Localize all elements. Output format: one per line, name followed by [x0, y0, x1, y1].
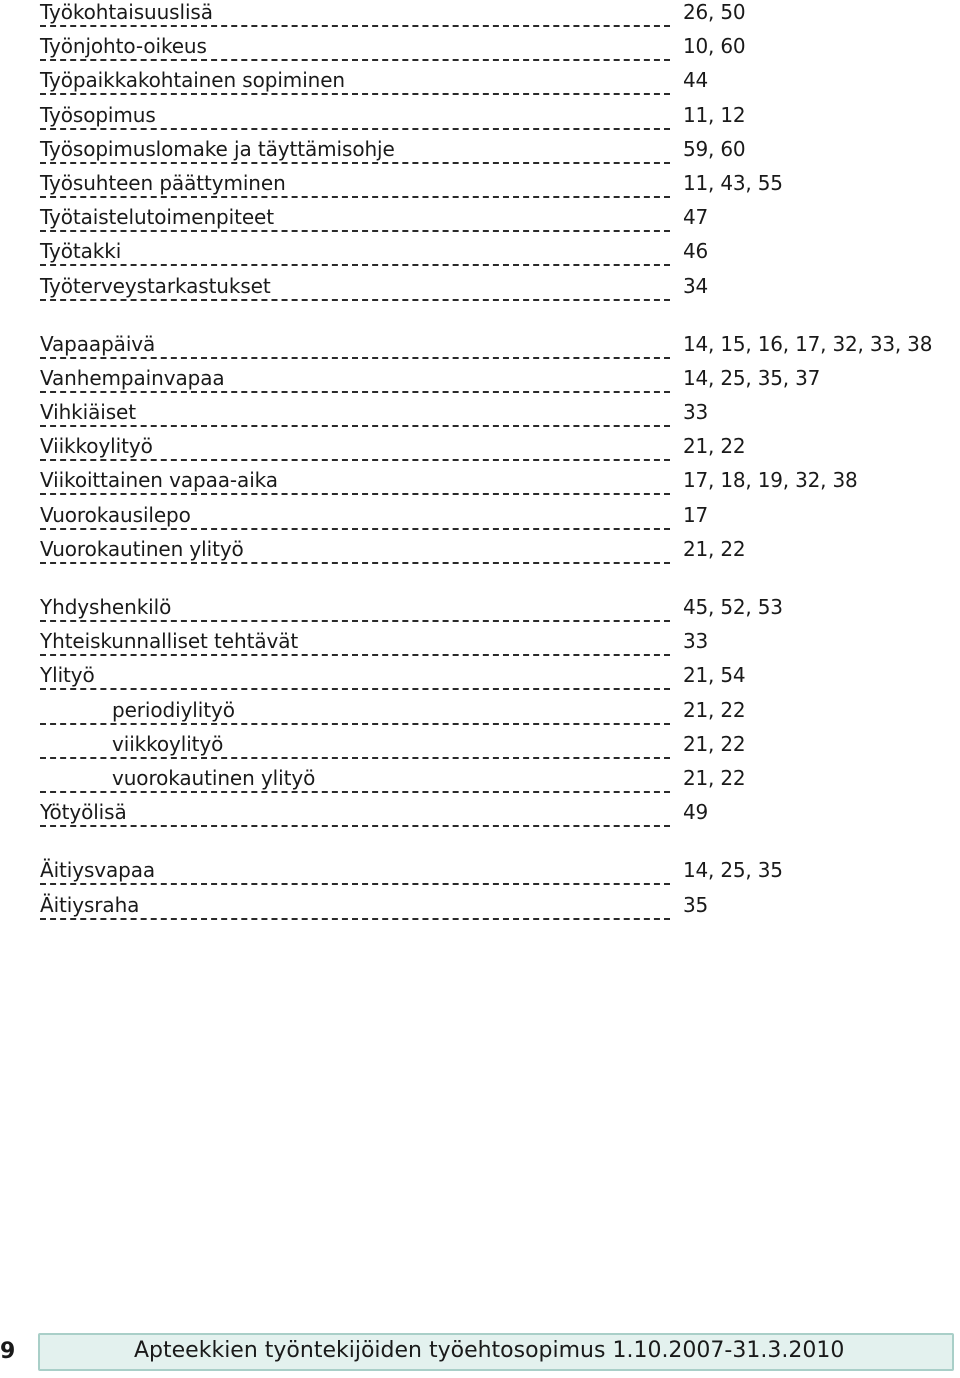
page-footer	[0, 1333, 960, 1373]
index-term: Äitiysvapaa	[40, 858, 156, 883]
index-term: Vapaapäivä	[40, 331, 156, 356]
index-page-numbers: 21, 54	[683, 663, 746, 688]
index-term: Työkohtaisuuslisä	[40, 0, 213, 24]
index-entry	[0, 800, 960, 834]
index-page-numbers: 17, 18, 19, 32, 38	[683, 468, 858, 493]
index-group	[0, 332, 960, 571]
index-page-numbers: 34	[683, 273, 709, 298]
index-page-numbers: 44	[683, 68, 709, 93]
index-term: Työterveystarkastukset	[40, 273, 271, 298]
dotted-leader	[40, 620, 670, 622]
index-term: Työtaistelutoimenpiteet	[40, 205, 274, 230]
index-page-numbers: 21, 22	[683, 434, 746, 459]
index-entry	[0, 537, 960, 571]
index-entry	[0, 858, 960, 892]
dotted-leader	[40, 391, 670, 393]
index-entry	[0, 103, 960, 137]
index-entry	[0, 893, 960, 927]
index-page-numbers: 59, 60	[683, 136, 746, 161]
index-entry	[0, 68, 960, 102]
dotted-leader	[40, 264, 670, 266]
dotted-leader	[40, 128, 670, 130]
dotted-leader	[40, 299, 670, 301]
dotted-leader	[40, 230, 670, 232]
dotted-leader	[40, 528, 670, 530]
index-group	[0, 858, 960, 926]
page-number: 9	[0, 1339, 16, 1364]
index-page-numbers: 49	[683, 800, 709, 825]
index-term: Työnjohto-oikeus	[40, 34, 207, 59]
index-term: Viikoittainen vapaa-aika	[40, 468, 278, 493]
dotted-leader	[40, 162, 670, 164]
dotted-leader	[40, 59, 670, 61]
index-term: Työsopimus	[40, 102, 156, 127]
index-term: Työpaikkakohtainen sopiminen	[40, 68, 346, 93]
dotted-leader	[40, 791, 670, 793]
dotted-leader	[40, 825, 670, 827]
index-page-numbers: 35	[683, 892, 709, 917]
dotted-leader	[40, 757, 670, 759]
index-page-numbers: 14, 25, 35, 37	[683, 365, 821, 390]
index-page-numbers: 45, 52, 53	[683, 595, 783, 619]
index-entry	[0, 332, 960, 366]
dotted-leader	[40, 25, 670, 27]
index-subentry	[0, 766, 960, 800]
dotted-leader	[40, 654, 670, 656]
index-page-numbers: 26, 50	[683, 0, 746, 24]
index-entry	[0, 0, 960, 34]
index-term: Yhteiskunnalliset tehtävät	[40, 629, 299, 654]
index-entry	[0, 239, 960, 273]
dotted-leader	[40, 93, 670, 95]
index-term: Työsuhteen päättyminen	[40, 170, 286, 195]
index-term: vuorokautinen ylityö	[112, 765, 316, 790]
index-term: Vuorokautinen ylityö	[40, 536, 244, 561]
index-term: Viikkoylityö	[40, 434, 153, 459]
index-term: Ylityö	[40, 663, 95, 688]
index-group	[0, 0, 960, 308]
index-entry	[0, 400, 960, 434]
dotted-leader	[40, 459, 670, 461]
index-entry	[0, 595, 960, 629]
index-term: Työtakki	[40, 239, 122, 264]
footer-title: Apteekkien työntekijöiden työehtosopimus 1.10.2007-31.3.2010	[134, 1338, 845, 1363]
index-group	[0, 595, 960, 834]
index-page-numbers: 46	[683, 239, 709, 264]
index-entry	[0, 274, 960, 308]
index-page-numbers: 14, 15, 16, 17, 32, 33, 38	[683, 331, 933, 356]
dotted-leader	[40, 196, 670, 198]
index-entry	[0, 366, 960, 400]
index-entry	[0, 34, 960, 68]
index-entry	[0, 137, 960, 171]
index-subentry	[0, 732, 960, 766]
index-page-numbers: 11, 43, 55	[683, 170, 783, 195]
index-page-numbers: 10, 60	[683, 34, 746, 59]
index-term: Yötyölisä	[40, 800, 127, 825]
dotted-leader	[40, 425, 670, 427]
index-entry	[0, 663, 960, 697]
index-subentry	[0, 698, 960, 732]
dotted-leader	[40, 562, 670, 564]
dotted-leader	[40, 357, 670, 359]
index-term: periodiylityö	[112, 697, 235, 722]
index-page-numbers: 47	[683, 205, 709, 230]
index-page-numbers: 21, 22	[683, 697, 746, 722]
index-page-numbers: 33	[683, 400, 709, 425]
dotted-leader	[40, 918, 670, 920]
index-term: Äitiysraha	[40, 892, 140, 917]
index-page-numbers: 33	[683, 629, 709, 654]
index-term: Vuorokausilepo	[40, 502, 191, 527]
dotted-leader	[40, 883, 670, 885]
dotted-leader	[40, 493, 670, 495]
index-term: viikkoylityö	[112, 731, 224, 756]
index-term: Yhdyshenkilö	[40, 595, 172, 619]
index-term: Vanhempainvapaa	[40, 365, 225, 390]
index-entry	[0, 468, 960, 502]
index-entry	[0, 503, 960, 537]
index-term: Työsopimuslomake ja täyttämisohje	[40, 136, 395, 161]
index-entry	[0, 205, 960, 239]
index-page-numbers: 21, 22	[683, 765, 746, 790]
index-entry	[0, 171, 960, 205]
index-page-numbers: 21, 22	[683, 731, 746, 756]
index-page-numbers: 21, 22	[683, 536, 746, 561]
index-entry	[0, 434, 960, 468]
index-page-numbers: 17	[683, 502, 709, 527]
dotted-leader	[40, 688, 670, 690]
dotted-leader	[40, 723, 670, 725]
index-page-numbers: 14, 25, 35	[683, 858, 783, 883]
index-entry	[0, 629, 960, 663]
index-term: Vihkiäiset	[40, 400, 136, 425]
index-page-numbers: 11, 12	[683, 102, 746, 127]
